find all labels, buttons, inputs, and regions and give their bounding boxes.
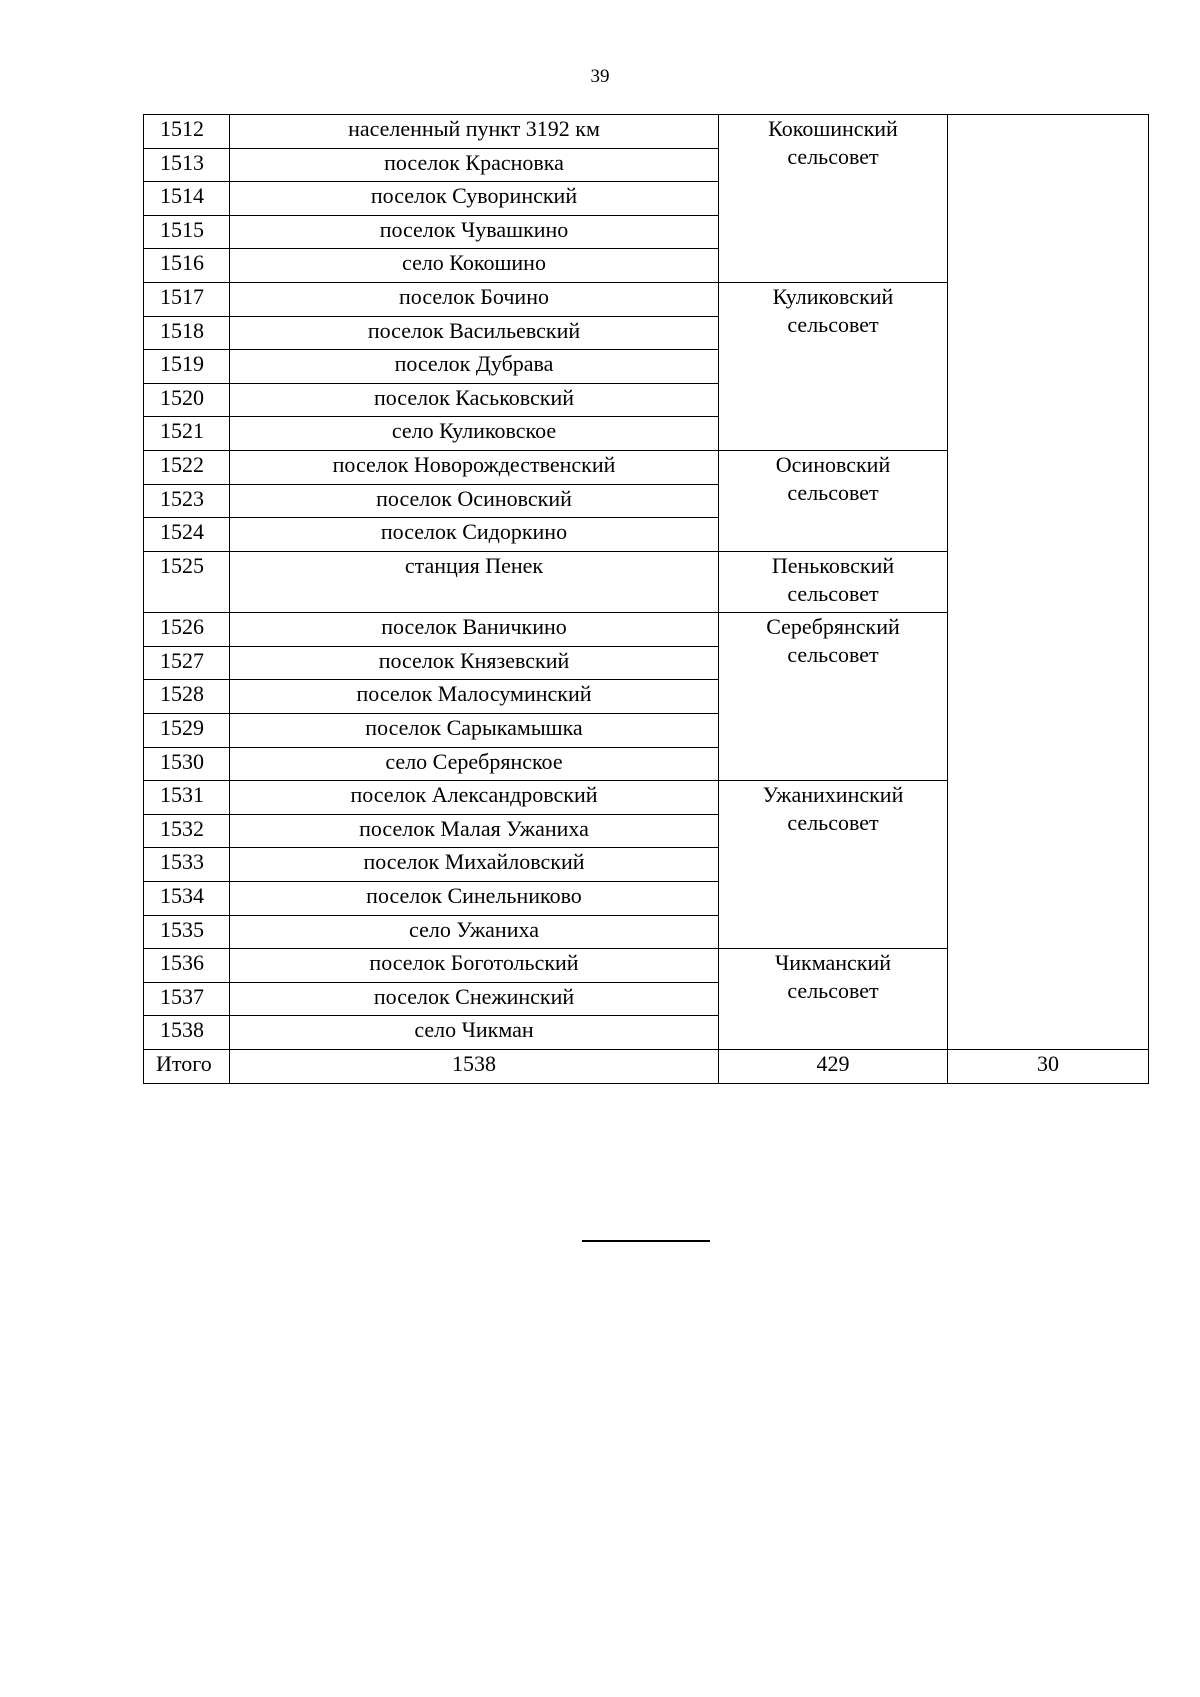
council-name: Пеньковский: [771, 552, 895, 578]
total-settlements: 1538: [230, 1049, 719, 1083]
row-number: 1536: [144, 949, 230, 983]
row-number: 1518: [144, 316, 230, 350]
council-cell: [719, 450, 948, 551]
council-cell: [719, 949, 948, 1050]
row-number: 1537: [144, 982, 230, 1016]
settlement-name: поселок Александровский: [230, 781, 719, 815]
row-number: 1513: [144, 148, 230, 182]
settlement-name: поселок Михайловский: [230, 848, 719, 882]
settlement-name: поселок Сарыкамышка: [230, 714, 719, 748]
row-number: 1512: [144, 115, 230, 149]
council-cell: [719, 282, 948, 450]
council-type: сельсовет: [787, 810, 879, 836]
settlement-name: поселок Князевский: [230, 646, 719, 680]
row-number: 1522: [144, 450, 230, 484]
page-number: 39: [590, 66, 610, 87]
table-row: [144, 115, 1149, 149]
row-number: 1514: [144, 182, 230, 216]
settlement-name: поселок Новорождественский: [230, 450, 719, 484]
settlement-name: село Куликовское: [230, 417, 719, 451]
council-type: сельсовет: [787, 311, 879, 337]
settlement-name: поселок Боготольский: [230, 949, 719, 983]
row-number: 1529: [144, 714, 230, 748]
settlement-name: поселок Осиновский: [230, 484, 719, 518]
council-cell: [719, 115, 948, 283]
settlement-name: поселок Каськовский: [230, 383, 719, 417]
row-number: 1517: [144, 282, 230, 316]
row-number: 1533: [144, 848, 230, 882]
council-name: Куликовский: [772, 283, 894, 309]
row-number: 1535: [144, 915, 230, 949]
total-row: [144, 1049, 1149, 1083]
council-name: Осиновский: [775, 451, 891, 477]
settlement-name: поселок Малосуминский: [230, 680, 719, 714]
row-number: 1523: [144, 484, 230, 518]
row-number: 1527: [144, 646, 230, 680]
district-cell: [948, 115, 1149, 1050]
total-label: Итого: [144, 1049, 230, 1083]
row-number: 1532: [144, 814, 230, 848]
council-type: сельсовет: [787, 144, 879, 169]
settlement-name: поселок Синельниково: [230, 881, 719, 915]
end-of-document-rule: [582, 1240, 710, 1242]
settlement-name: поселок Снежинский: [230, 982, 719, 1016]
settlement-name: поселок Дубрава: [230, 350, 719, 384]
settlement-name: село Чикман: [230, 1016, 719, 1050]
council-type: сельсовет: [787, 479, 879, 505]
settlement-name: село Кокошино: [230, 249, 719, 283]
total-districts: 30: [948, 1049, 1149, 1083]
council-name: Ужанихинский: [762, 782, 904, 808]
settlement-name: поселок Малая Ужаниха: [230, 814, 719, 848]
settlement-name: поселок Красновка: [230, 148, 719, 182]
council-type: сельсовет: [787, 978, 879, 1004]
row-number: 1525: [144, 551, 230, 613]
row-number: 1521: [144, 417, 230, 451]
council-cell: [719, 613, 948, 781]
row-number: 1531: [144, 781, 230, 815]
row-number: 1516: [144, 249, 230, 283]
settlement-name: поселок Ваничкино: [230, 613, 719, 647]
settlement-name: поселок Суворинский: [230, 182, 719, 216]
council-cell: [719, 551, 948, 613]
settlement-name: село Ужаниха: [230, 915, 719, 949]
settlement-name: поселок Сидоркино: [230, 518, 719, 552]
settlement-name: село Серебрянское: [230, 747, 719, 781]
council-cell: [719, 781, 948, 949]
row-number: 1520: [144, 383, 230, 417]
row-number: 1519: [144, 350, 230, 384]
council-name: Чикманский: [774, 950, 892, 976]
council-name: Кокошинский: [768, 116, 898, 141]
row-number: 1515: [144, 215, 230, 249]
settlement-name: поселок Васильевский: [230, 316, 719, 350]
total-councils: 429: [719, 1049, 948, 1083]
row-number: 1534: [144, 881, 230, 915]
settlement-name: населенный пункт 3192 км: [230, 115, 719, 149]
row-number: 1530: [144, 747, 230, 781]
council-type: сельсовет: [787, 580, 879, 606]
row-number: 1526: [144, 613, 230, 647]
settlement-name: станция Пенек: [230, 551, 719, 613]
row-number: 1528: [144, 680, 230, 714]
row-number: 1538: [144, 1016, 230, 1050]
row-number: 1524: [144, 518, 230, 552]
settlement-name: поселок Чувашкино: [230, 215, 719, 249]
council-type: сельсовет: [787, 642, 879, 668]
council-name: Серебрянский: [766, 614, 900, 640]
settlement-name: поселок Бочино: [230, 282, 719, 316]
settlements-table: [143, 114, 1149, 1084]
